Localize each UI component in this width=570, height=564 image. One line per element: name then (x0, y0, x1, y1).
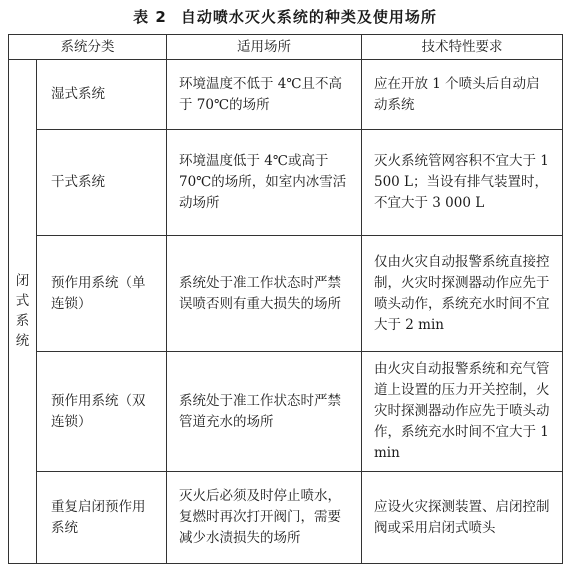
row-requirement: 仅由火灾自动报警系统直接控制，火灾时探测器动作应先于喷头动作，系统充水时间不宜大于 2 min (362, 236, 563, 352)
row-place: 系统处于准工作状态时严禁误喷否则有重大损失的场所 (167, 236, 362, 352)
table-row (9, 472, 563, 564)
row-kind: 预作用系统（双连锁） (37, 352, 167, 472)
row-requirement: 由火灾自动报警系统和充气管道上设置的压力开关控制，火灾时探测器动作应先于喷头动作，系统充水时间不宜大于 1 min (362, 352, 563, 472)
row-kind: 干式系统 (37, 130, 167, 236)
table-title: 自动喷水灭火系统的种类及使用场所 (180, 8, 437, 26)
table-caption (0, 6, 570, 28)
table-row (9, 130, 563, 236)
group-label: 闭式系统 (15, 273, 30, 349)
row-place: 环境温度低于 4℃或高于 70℃的场所，如室内冰雪活动场所 (167, 130, 362, 236)
row-kind: 重复启闭预作用系统 (37, 472, 167, 564)
header-place: 适用场所 (167, 35, 362, 60)
table-number: 表 2 (133, 8, 167, 26)
header-row (9, 35, 563, 60)
row-kind: 预作用系统（单连锁） (37, 236, 167, 352)
row-place: 系统处于准工作状态时严禁管道充水的场所 (167, 352, 362, 472)
group-cell (9, 60, 37, 564)
table-row (9, 236, 563, 352)
table-row (9, 60, 563, 130)
header-requirement: 技术特性要求 (362, 35, 563, 60)
row-requirement: 灭火系统管网容积不宜大于 1 500 L；当设有排气装置时，不宜大于 3 000 L (362, 130, 563, 236)
row-requirement: 应在开放 1 个喷头后自动启动系统 (362, 60, 563, 130)
row-kind: 湿式系统 (37, 60, 167, 130)
row-requirement: 应设火灾探测装置、启闭控制阀或采用启闭式喷头 (362, 472, 563, 564)
row-place: 环境温度不低于 4℃且不高于 70℃的场所 (167, 60, 362, 130)
header-category: 系统分类 (9, 35, 167, 60)
row-place: 灭火后必须及时停止喷水，复燃时再次打开阀门，需要减少水渍损失的场所 (167, 472, 362, 564)
table-row (9, 352, 563, 472)
sprinkler-system-table (8, 34, 563, 564)
